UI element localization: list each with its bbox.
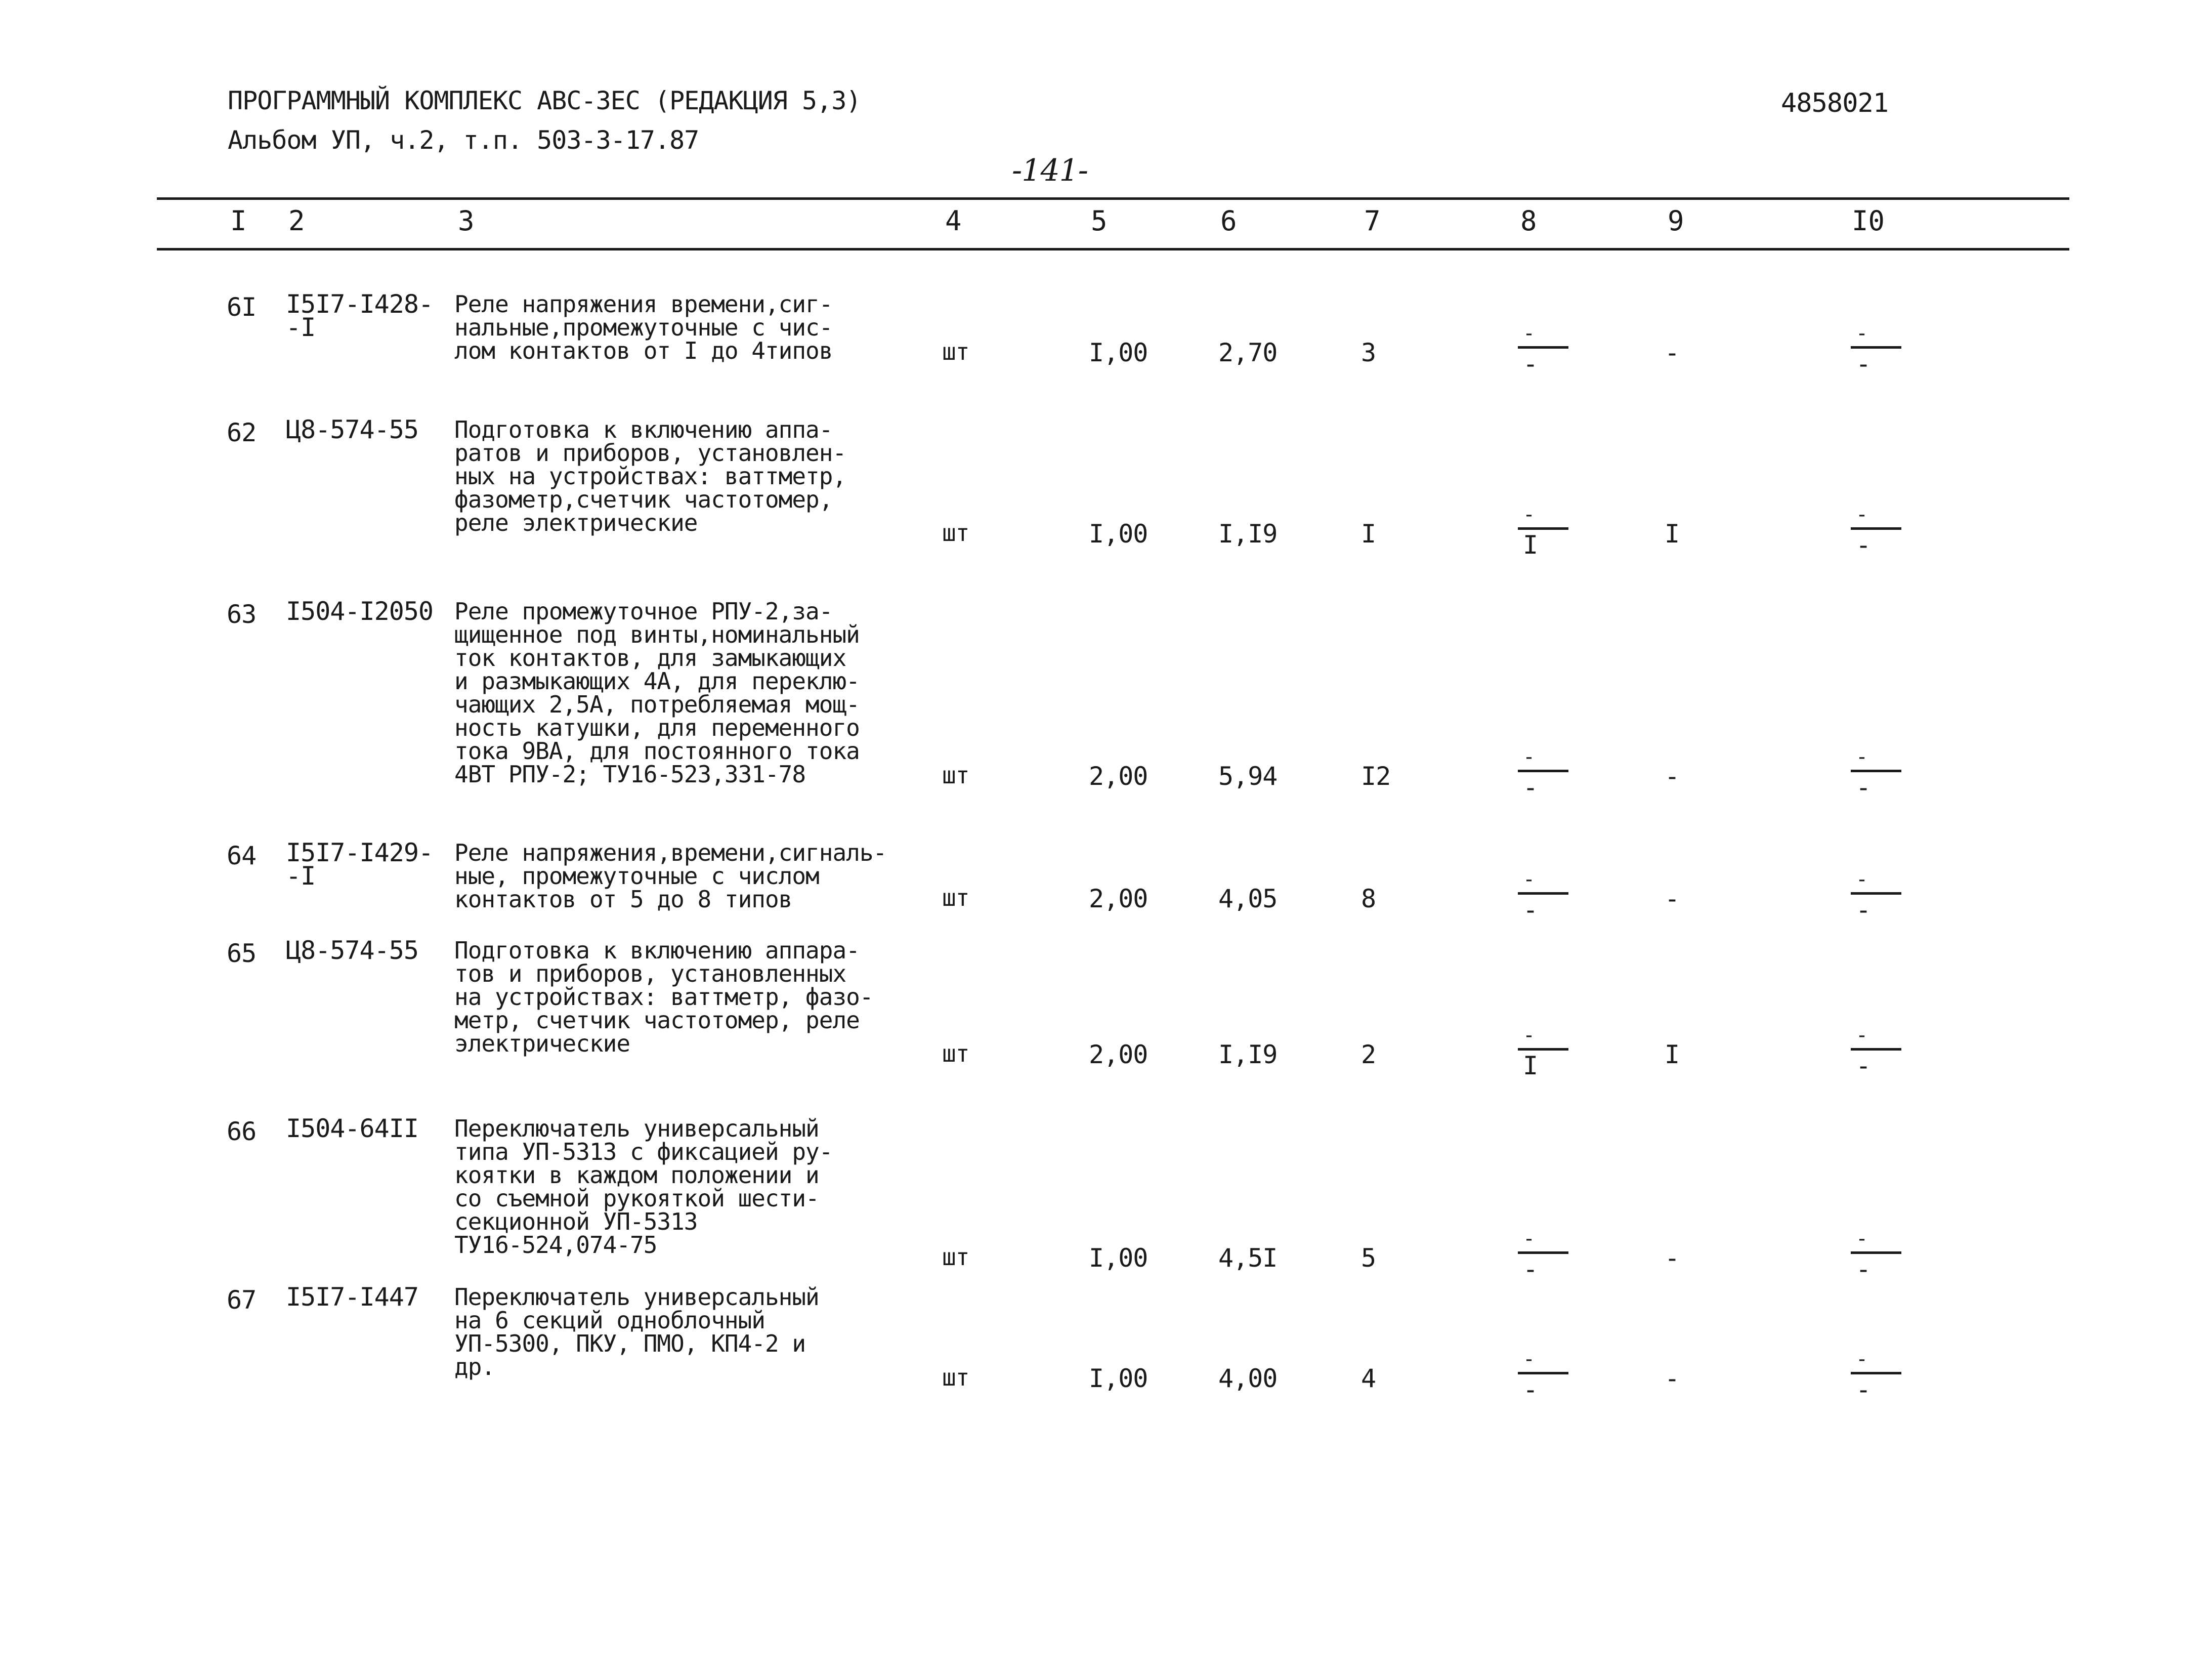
column-header-10: I0 — [1852, 205, 1885, 237]
column-header-1: I — [230, 205, 247, 237]
fraction-10-bar — [1851, 527, 1901, 530]
fraction-8-top: - — [1523, 503, 1535, 526]
value-cell-8 — [1518, 1227, 1568, 1293]
value-cell-7: 4 — [1361, 1364, 1376, 1393]
item-description-line: на 6 секций одноблочный — [454, 1307, 765, 1334]
quantity-cell: I,00 — [1089, 1364, 1148, 1393]
value-cell-7: 3 — [1361, 338, 1376, 367]
item-description-line: реле электрические — [454, 509, 698, 536]
item-description-line: на устройствах: ваттметр, фазо- — [454, 983, 873, 1011]
unit-cell: шт — [942, 1040, 969, 1067]
item-description-line: типа УП-5313 с фиксацией ру- — [454, 1138, 833, 1165]
row-number: 66 — [227, 1117, 257, 1146]
item-description-line: Переключатель универсальный — [454, 1115, 819, 1142]
item-description-line: ные, промежуточные с числом — [454, 862, 819, 890]
item-code — [286, 838, 434, 891]
quantity-cell: I,00 — [1089, 519, 1148, 549]
value-cell-6: 4,00 — [1218, 1364, 1278, 1393]
value-cell-6: 4,5I — [1218, 1243, 1278, 1273]
value-cell-6: 2,70 — [1218, 338, 1278, 367]
item-description-line: тока 9ВА, для постоянного тока — [454, 737, 860, 765]
document-title: ПРОГРАММНЫЙ КОМПЛЕКС АВС-ЗЕС (РЕДАКЦИЯ 5,3) — [228, 86, 861, 115]
fraction-10-bottom: - — [1856, 1254, 1871, 1284]
fraction-10-top: - — [1856, 868, 1868, 891]
value-cell-9: - — [1665, 884, 1680, 913]
fraction-8 — [1518, 868, 1568, 928]
table-top-rule — [157, 197, 2069, 200]
item-code-line: -I — [286, 861, 316, 891]
value-cell-9: - — [1665, 1243, 1680, 1273]
fraction-8 — [1518, 1024, 1568, 1083]
fraction-8 — [1518, 1227, 1568, 1287]
fraction-10 — [1851, 322, 1901, 382]
item-description-line: Переключатель универсальный — [454, 1283, 819, 1311]
unit-cell: шт — [942, 338, 969, 365]
item-description-line: электрические — [454, 1030, 630, 1057]
fraction-10 — [1851, 745, 1901, 805]
column-header-7: 7 — [1364, 205, 1381, 237]
fraction-10-top: - — [1856, 1348, 1868, 1371]
value-cell-10 — [1851, 745, 1901, 811]
fraction-10-bottom: - — [1856, 895, 1871, 925]
fraction-10-bottom: - — [1856, 1375, 1871, 1404]
fraction-10-top: - — [1856, 1024, 1868, 1047]
item-description-line: ных на устройствах: ваттметр, — [454, 463, 846, 490]
row-number: 67 — [227, 1285, 257, 1315]
unit-cell: шт — [942, 884, 969, 911]
column-header-8: 8 — [1520, 205, 1537, 237]
item-description-line: нальные,промежуточные с чис- — [454, 314, 833, 341]
item-description — [454, 292, 832, 362]
column-header-2: 2 — [288, 205, 305, 237]
value-cell-10 — [1851, 1024, 1901, 1090]
item-code — [286, 936, 418, 965]
fraction-8-bar — [1518, 527, 1568, 530]
value-cell-7: 2 — [1361, 1040, 1376, 1069]
value-cell-7: 8 — [1361, 884, 1376, 913]
item-code — [286, 1282, 418, 1312]
fraction-10-top: - — [1856, 503, 1868, 526]
fraction-10-bar — [1851, 1048, 1901, 1051]
fraction-8-bar — [1518, 1251, 1568, 1254]
column-header-6: 6 — [1220, 205, 1237, 237]
fraction-8-bottom: - — [1523, 1254, 1538, 1284]
document-number: 4858021 — [1781, 88, 1889, 118]
item-description — [454, 600, 860, 786]
column-header-3: 3 — [458, 205, 475, 237]
fraction-8-top: - — [1523, 868, 1535, 891]
fraction-8-top: - — [1523, 1227, 1535, 1250]
item-code-line: I5I7-I428- — [286, 289, 434, 319]
row-number: 63 — [227, 600, 257, 629]
quantity-cell: 2,00 — [1089, 762, 1148, 791]
value-cell-6: I,I9 — [1218, 519, 1278, 549]
value-cell-8 — [1518, 322, 1568, 388]
row-number: 64 — [227, 841, 257, 870]
value-cell-8 — [1518, 1024, 1568, 1090]
fraction-10-top: - — [1856, 322, 1868, 345]
item-description-line: Реле напряжения,времени,сигналь- — [454, 839, 887, 866]
table-header-rule — [157, 248, 2069, 250]
item-code — [286, 1114, 418, 1143]
value-cell-9: - — [1665, 338, 1680, 367]
item-code — [286, 597, 434, 626]
page-number: -141- — [1012, 153, 1088, 188]
item-code-line: I504-64II — [286, 1114, 418, 1143]
item-code — [286, 415, 418, 444]
fraction-10-bar — [1851, 1372, 1901, 1374]
quantity-cell: 2,00 — [1089, 884, 1148, 913]
fraction-10-bar — [1851, 1251, 1901, 1254]
item-description-line: Подготовка к включению аппара- — [454, 937, 860, 964]
item-code-line: Ц8-574-55 — [286, 936, 418, 965]
value-cell-9: - — [1665, 762, 1680, 791]
fraction-10 — [1851, 503, 1901, 563]
item-description — [454, 418, 846, 534]
item-description-line: щищенное под винты,номинальный — [454, 621, 860, 648]
item-description — [454, 841, 886, 911]
fraction-10-bottom: - — [1856, 773, 1871, 802]
unit-cell: шт — [942, 519, 969, 547]
item-description-line: секционной УП-5313 — [454, 1208, 698, 1235]
fraction-10 — [1851, 868, 1901, 928]
fraction-8-bottom: - — [1523, 773, 1538, 802]
item-description — [454, 1285, 819, 1378]
fraction-8-bar — [1518, 892, 1568, 895]
quantity-cell: 2,00 — [1089, 1040, 1148, 1069]
fraction-10-bar — [1851, 346, 1901, 349]
value-cell-7: I2 — [1361, 762, 1391, 791]
item-description-line: со съемной рукояткой шести- — [454, 1185, 819, 1212]
item-description-line: УП-5300, ПКУ, ПМО, КП4-2 и — [454, 1330, 806, 1357]
item-description-line: метр, счетчик частотомер, реле — [454, 1007, 860, 1034]
item-description-line: Реле напряжения времени,сиг- — [454, 290, 833, 318]
fraction-8-bar — [1518, 346, 1568, 349]
value-cell-6: 5,94 — [1218, 762, 1278, 791]
value-cell-10 — [1851, 1227, 1901, 1293]
unit-cell: шт — [942, 762, 969, 789]
fraction-8-top: - — [1523, 1348, 1535, 1371]
fraction-8 — [1518, 1348, 1568, 1407]
value-cell-6: 4,05 — [1218, 884, 1278, 913]
row-number: 6I — [227, 292, 257, 322]
fraction-10 — [1851, 1348, 1901, 1407]
value-cell-8 — [1518, 1348, 1568, 1413]
item-code — [286, 289, 434, 342]
item-code-line: Ц8-574-55 — [286, 415, 418, 444]
row-number: 62 — [227, 418, 257, 447]
item-description-line: лом контактов от I до 4типов — [454, 337, 833, 364]
value-cell-7: I — [1361, 519, 1376, 549]
item-description-line: 4ВТ РПУ-2; ТУ16-523,331-78 — [454, 761, 806, 788]
value-cell-10 — [1851, 503, 1901, 569]
value-cell-8 — [1518, 868, 1568, 934]
unit-cell: шт — [942, 1243, 969, 1271]
item-description-line: фазометр,счетчик частотомер, — [454, 486, 833, 513]
item-description-line: и размыкающих 4А, для переклю- — [454, 667, 860, 695]
fraction-10-top: - — [1856, 745, 1868, 769]
fraction-8-bottom: - — [1523, 895, 1538, 925]
item-description-line: др. — [454, 1353, 495, 1380]
fraction-8-bottom: I — [1523, 530, 1538, 560]
value-cell-10 — [1851, 868, 1901, 934]
row-number: 65 — [227, 939, 257, 968]
fraction-8-top: - — [1523, 1024, 1535, 1047]
fraction-8-bar — [1518, 770, 1568, 772]
fraction-8-top: - — [1523, 745, 1535, 769]
fraction-8 — [1518, 745, 1568, 805]
value-cell-6: I,I9 — [1218, 1040, 1278, 1069]
item-code-line: -I — [286, 313, 316, 342]
item-description-line: тов и приборов, установленных — [454, 960, 846, 987]
item-description-line: коятки в каждом положении и — [454, 1161, 819, 1189]
quantity-cell: I,00 — [1089, 1243, 1148, 1273]
column-header-9: 9 — [1668, 205, 1684, 237]
value-cell-7: 5 — [1361, 1243, 1376, 1273]
fraction-8-bar — [1518, 1048, 1568, 1051]
fraction-10-bar — [1851, 892, 1901, 895]
fraction-8-top: - — [1523, 322, 1535, 345]
fraction-8 — [1518, 322, 1568, 382]
column-header-4: 4 — [945, 205, 962, 237]
value-cell-8 — [1518, 503, 1568, 569]
item-description-line: Реле промежуточное РПУ-2,за- — [454, 598, 833, 625]
fraction-10-bottom: - — [1856, 349, 1871, 379]
value-cell-8 — [1518, 745, 1568, 811]
fraction-8-bar — [1518, 1372, 1568, 1374]
column-header-5: 5 — [1091, 205, 1108, 237]
fraction-10 — [1851, 1024, 1901, 1083]
item-description-line: ратов и приборов, установлен- — [454, 439, 846, 467]
item-description-line: ность катушки, для переменного — [454, 714, 860, 741]
fraction-10-bottom: - — [1856, 530, 1871, 560]
item-code-line: I504-I2050 — [286, 597, 434, 626]
fraction-10-top: - — [1856, 1227, 1868, 1250]
item-description-line: контактов от 5 до 8 типов — [454, 886, 792, 913]
item-description-line: Подготовка к включению аппа- — [454, 416, 833, 443]
item-description-line: ток контактов, для замыкающих — [454, 644, 846, 672]
value-cell-9: I — [1665, 1040, 1680, 1069]
item-code-line: I5I7-I429- — [286, 838, 434, 867]
fraction-10-bottom: - — [1856, 1051, 1871, 1080]
value-cell-10 — [1851, 1348, 1901, 1413]
fraction-8 — [1518, 503, 1568, 563]
quantity-cell: I,00 — [1089, 338, 1148, 367]
fraction-8-bottom: - — [1523, 1375, 1538, 1404]
fraction-10 — [1851, 1227, 1901, 1287]
value-cell-9: I — [1665, 519, 1680, 549]
value-cell-9: - — [1665, 1364, 1680, 1393]
item-code-line: I5I7-I447 — [286, 1282, 418, 1312]
fraction-8-bottom: - — [1523, 349, 1538, 379]
item-description — [454, 1117, 832, 1257]
item-description — [454, 939, 873, 1055]
fraction-8-bottom: I — [1523, 1051, 1538, 1080]
album-reference: Альбом УП, ч.2, т.п. 503-3-17.87 — [228, 125, 699, 155]
value-cell-10 — [1851, 322, 1901, 388]
item-description-line: ТУ16-524,074-75 — [454, 1231, 657, 1259]
fraction-10-bar — [1851, 770, 1901, 772]
item-description-line: чающих 2,5А, потребляемая мощ- — [454, 691, 860, 718]
unit-cell: шт — [942, 1364, 969, 1391]
